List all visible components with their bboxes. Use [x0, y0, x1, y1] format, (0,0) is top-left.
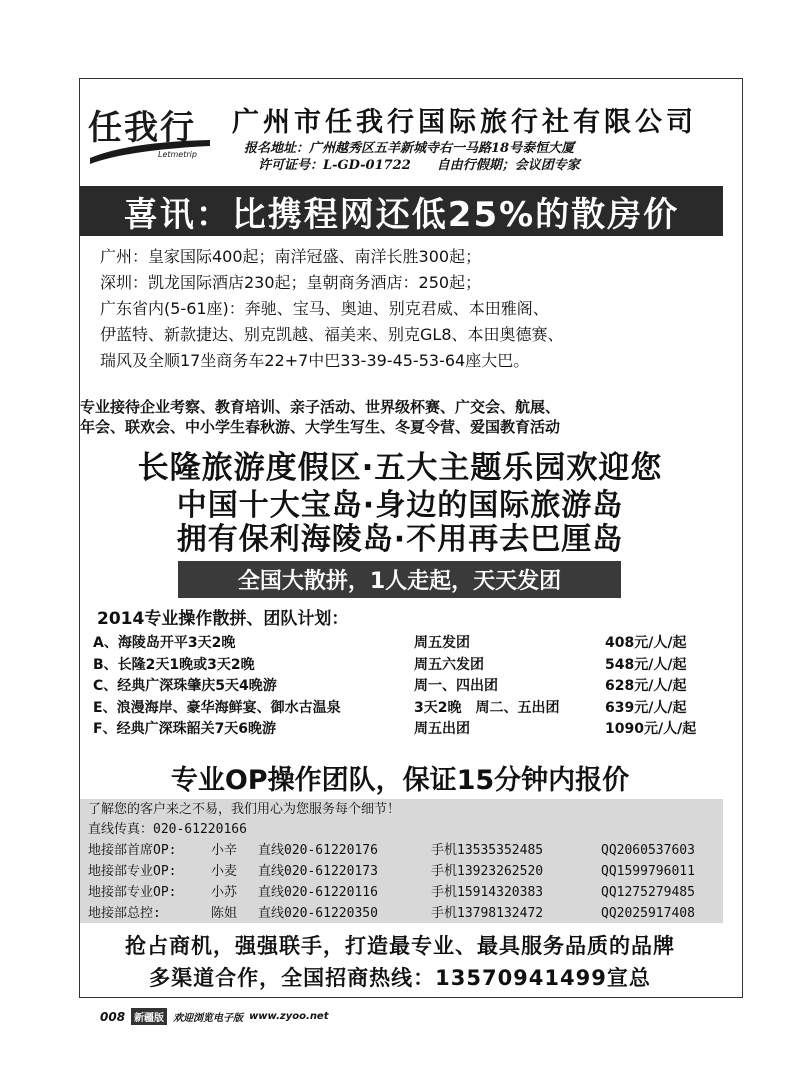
plan-name: B、长隆2天1晚或3天2晚 [93, 656, 255, 673]
plan-price: 1090元/人/起 [605, 721, 697, 737]
plan-title: 2014专业操作散拼、团队计划： [97, 609, 349, 629]
closing-line: 抢占商机，强强联手，打造最专业、最具服务品质的品牌 [125, 934, 675, 958]
contact-line: 直线020-61220116 [258, 885, 378, 900]
contact-qq: QQ1275279485 [601, 885, 695, 900]
slogan-line: 长隆旅游度假区·五大主题乐园欢迎您 [137, 450, 663, 486]
closing-line: 多渠道合作，全国招商热线：13570941499宣总 [149, 966, 651, 990]
logo-subtitle: Letmetrip [158, 150, 197, 159]
contact-qq: QQ2060537603 [601, 843, 695, 858]
company-address: 报名地址：广州越秀区五羊新城寺右一马路18号泰恒大厦 [244, 141, 575, 156]
company-logo [88, 100, 218, 166]
contact-row [88, 861, 728, 882]
contact-row [88, 840, 728, 861]
contact-mobile: 手机13535352485 [431, 843, 544, 858]
contact-name: 小麦 [211, 864, 238, 879]
logo-swoosh-icon [88, 100, 218, 166]
service-line: 年会、联欢会、中小学生春秋游、大学生写生、冬夏令营、爱国教育活动 [80, 418, 561, 436]
footer-url[interactable]: www.zyoo.net [249, 1011, 329, 1022]
page-number: 008 [100, 1009, 126, 1024]
contact-row [88, 882, 728, 903]
company-name: 广州市任我行国际旅行社有限公司 [232, 107, 697, 138]
contact-mobile: 手机15914320383 [431, 885, 544, 900]
license-line: 许可证号：L-GD-01722 自由行假期；会议团专家 [258, 158, 580, 173]
contact-qq: QQ2025917408 [601, 906, 695, 921]
op-heading: 专业OP操作团队，保证15分钟内报价 [170, 765, 630, 796]
contact-name: 陈姐 [211, 906, 238, 921]
slogan-line: 拥有保利海陵岛·不用再去巴厘岛 [176, 522, 624, 557]
service-line: 专业接待企业考察、教育培训、亲子活动、世界级杯赛、广交会、航展、 [80, 398, 561, 416]
contact-row [88, 903, 728, 924]
hotel-line: 深圳：凯龙国际酒店230起；皇朝商务酒店：250起； [100, 273, 482, 292]
plan-name: A、海陵岛开平3天2晚 [93, 635, 236, 651]
contact-name: 小苏 [211, 885, 238, 900]
footer-text: 欢迎浏览电子版 [173, 1013, 244, 1024]
logo-text: 任我行 [88, 108, 196, 148]
plan-schedule: 周五六发团 [414, 656, 484, 673]
contact-line: 直线020-61220176 [258, 843, 378, 858]
plan-price: 408元/人/起 [605, 635, 687, 651]
hotel-line: 广东省内(5-61座)：奔驰、宝马、奥迪、别克君威、本田雅阁、 [100, 299, 549, 318]
contact-mobile: 手机13923262520 [431, 864, 544, 879]
contact-name: 小辛 [211, 843, 238, 858]
contact-role: 地接部总控: [88, 906, 161, 921]
headline-banner: 喜讯：比携程网还低25%的散房价 [80, 186, 723, 236]
contact-qq: QQ1599796011 [601, 864, 695, 879]
contact-intro: 了解您的客户来之不易，我们用心为您服务每个细节！ [88, 802, 401, 817]
contact-fax: 直线传真：020-61220166 [88, 822, 247, 837]
contact-line: 直线020-61220173 [258, 864, 378, 879]
plan-price: 548元/人/起 [605, 656, 687, 673]
edition-badge: 新疆版 [131, 1008, 167, 1025]
plan-price: 628元/人/起 [605, 678, 687, 694]
plan-schedule: 周五出团 [414, 721, 470, 737]
hotel-line: 广州：皇家国际400起；南洋冠盛、南洋长胜300起； [100, 247, 482, 266]
contact-role: 地接部专业OP: [88, 864, 177, 879]
contact-role: 地接部专业OP: [88, 885, 177, 900]
contact-section [88, 800, 728, 924]
plan-schedule: 3天2晚 周二、五出团 [414, 699, 560, 716]
plan-name: E、浪漫海岸、豪华海鲜宴、御水古温泉 [93, 699, 341, 716]
plan-name: F、经典广深珠韶关7天6晚游 [93, 721, 277, 737]
plan-name: C、经典广深珠肇庆5天4晚游 [93, 678, 277, 694]
slogan-line: 中国十大宝岛·身边的国际旅游岛 [176, 488, 624, 523]
plan-schedule: 周一、四出团 [414, 678, 498, 694]
contact-role: 地接部首席OP: [88, 843, 177, 858]
page-footer [100, 1008, 329, 1025]
services-list [80, 397, 740, 437]
contact-line: 直线020-61220350 [258, 906, 378, 921]
hotel-line: 伊蓝特、新款捷达、别克凯越、福美来、别克GL8、本田奥德赛、 [100, 325, 564, 344]
hotel-line: 瑞风及全顺17坐商务车22+7中巴33-39-45-53-64座大巴。 [100, 351, 530, 370]
tour-banner: 全国大散拼，1人走起，天天发团 [178, 561, 621, 598]
hotel-list [100, 244, 564, 374]
plan-price: 639元/人/起 [605, 699, 687, 716]
plan-schedule: 周五发团 [414, 635, 470, 651]
contact-mobile: 手机13798132472 [431, 906, 544, 921]
